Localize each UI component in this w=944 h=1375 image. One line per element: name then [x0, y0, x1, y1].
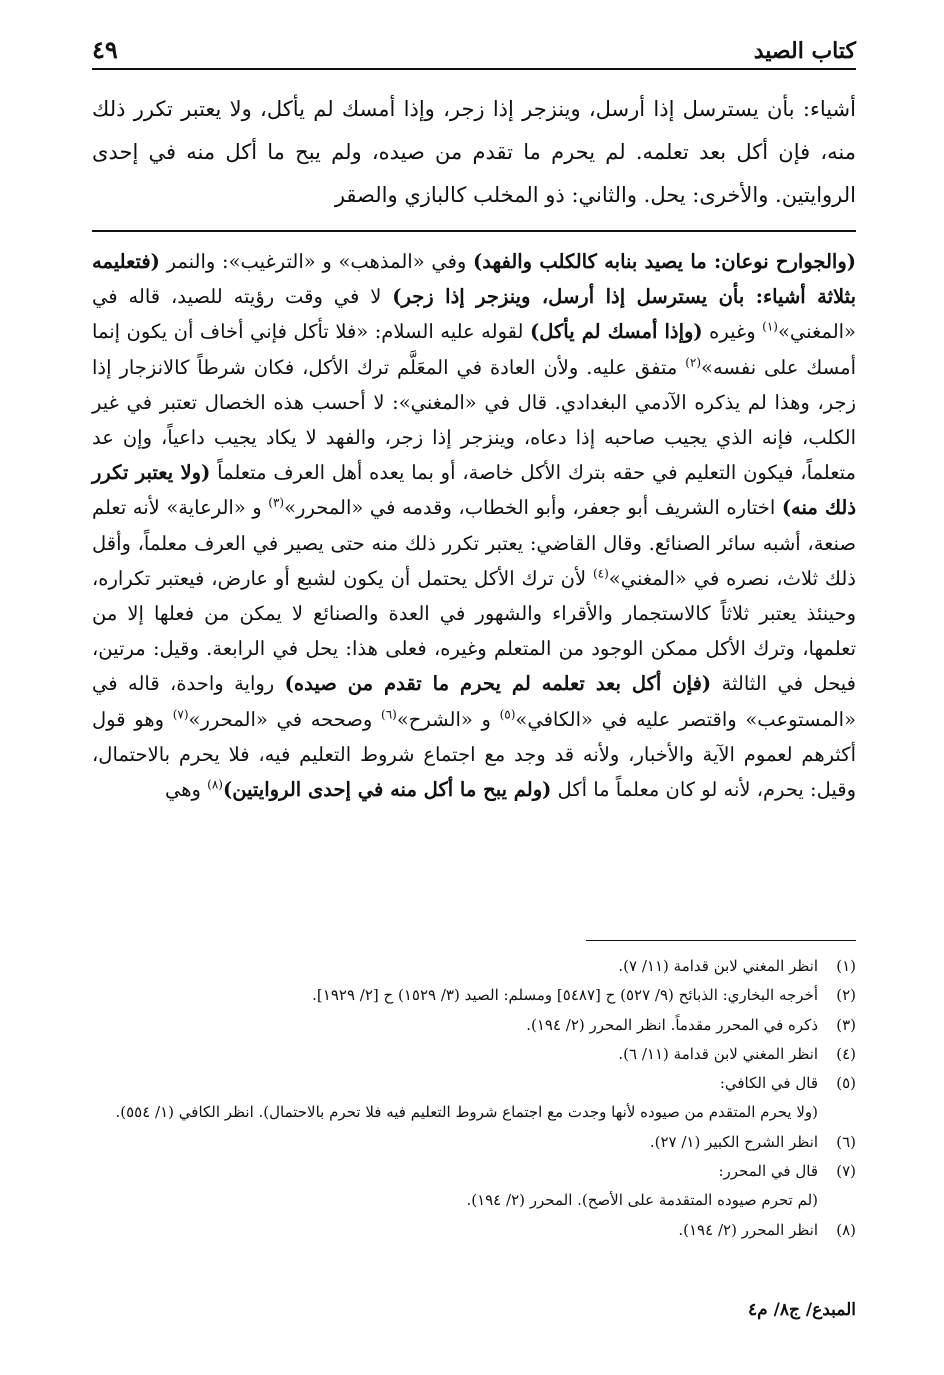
footnote-ref: (١) [762, 319, 778, 334]
commentary-text: رواية واحدة، قاله في «المستوعب» واقتصر عليه في «الكافي» [92, 672, 856, 731]
commentary-text: اختاره الشريف أبو جعفر، وأبو الخطاب، وقدمه في «المحرر» [284, 496, 782, 520]
footnote-number: (٥) [836, 1074, 856, 1093]
bold-quote: (وإذا أمسك لم يأكل) [529, 320, 703, 344]
footnote-item [92, 1040, 856, 1069]
bold-quote: (والجوارح نوعان: ما يصيد بنابه كالكلب والفهد) [473, 250, 856, 273]
main-text [92, 88, 856, 217]
footnote-ref: (٥) [499, 707, 516, 722]
footnote-text: انظر المحرر (٢/ ١٩٤). [678, 1220, 818, 1239]
commentary-text: متفق عليه. ولأن العادة في المعَلَّم ترك الأكل، فكان شرطاً كالانزجار إذا زجر، وهذا لم يذكره الآدمي البغدادي. قال في «المغني»: لا أحسب هذه الخصال تعتبر في غير الكلب، فإنه الذي يجيب صاحبه إذا دعاه، وينزجر إذا زجر، والفهد لا يكاد يجيب داعياً، وإن عد متعلماً، فيكون التعليم في حقه بترك الأكل خاصة، أو بما يعده أهل العرف متعلماً [92, 355, 856, 485]
footnote-number: (١) [836, 957, 856, 975]
bold-quote: (ولا يعتبر تكرر ذلك منه) [92, 461, 857, 520]
commentary-text: لقوله عليه السلام: «فلا تأكل فإني أخاف أن يكون إنما أمسك على نفسه» [92, 320, 857, 379]
footnote-ref: (٤) [592, 566, 609, 581]
footnote-item [92, 1128, 856, 1157]
commentary-text: وصححه في «المحرر» [188, 707, 382, 731]
footnote-item [92, 981, 856, 1010]
commentary-text: و «الرعاية» لأنه تعلم صنعة، أشبه سائر الصنائع. وقال القاضي: يعتبر تكرر ذلك منه حتى يصير في العرف معلماً، وأقل ذلك ثلاث، نصره في «المغني» [92, 496, 856, 590]
footnote-quote: (ولا يحرم المتقدم من صيوده لأنها وجدت مع اجتماع شروط التعليم فيه فلا تحرم بالاحتمال). انظر الكافي (١/ ٥٥٤). [115, 1103, 818, 1122]
section-divider [92, 230, 856, 232]
footnote-ref: (٣) [268, 495, 285, 510]
commentary-text: وهي [164, 778, 208, 802]
footnote-text: أخرجه البخاري: الذبائح (٩/ ٥٢٧) ح [٥٤٨٧] ومسلم: الصيد (٣/ ١٥٢٩) ح [٢/ ١٩٢٩]. [312, 986, 818, 1005]
commentary-text: لأن ترك الأكل يحتمل أن يكون لشبع أو عارض، فيعتبر تكراره، وحينئذ يعتبر ثلاثاً كالاستجمار والأقراء والشهور في العدة والصنائع لا يمكن من فعلها إلا من تعلمها، وترك الأكل ممكن الوجود من المتعلم وغيره، فعلى هذا: يحل في الرابعة. وقيل: مرتين، فيحل في الثالثة [92, 566, 856, 696]
page-number: ٤٩ [92, 35, 118, 64]
footnote-number: (٤) [836, 1044, 856, 1063]
footnote-text: قال في الكافي: [719, 1074, 818, 1093]
page-header [92, 28, 856, 70]
footnote-item [92, 1069, 856, 1098]
footnote-number: (٦) [836, 1132, 856, 1151]
footnote-number: (٣) [836, 1015, 856, 1034]
commentary-text: و «الشرح» [396, 707, 500, 731]
footnote-item [92, 1157, 856, 1186]
chapter-title: كتاب الصيد [753, 38, 856, 64]
commentary-paragraph [92, 244, 856, 807]
footnote-number: (٨) [836, 1220, 856, 1239]
footnote-text: انظر المغني لابن قدامة (١١/ ٧). [618, 957, 818, 975]
footnote-number: (٢) [836, 986, 856, 1005]
commentary-text: وهو قول أكثرهم لعموم الآية والأخبار، ولأنه قد وجد مع اجتماع شروط التعليم فيه، فلا يحرم بالاحتمال، وقيل: يحرم، لأنه لو كان معلماً ما أكل [92, 707, 856, 802]
commentary-text: وغيره [702, 320, 763, 344]
commentary-text: لا في وقت رؤيته للصيد، قاله في «المغني» [92, 285, 856, 344]
footnote-item [92, 1216, 856, 1245]
footnote-text: انظر الشرح الكبير (١/ ٢٧). [649, 1132, 818, 1151]
footnote-text: ذكره في المحرر مقدماً. انظر المحرر (٢/ ١٩٤). [526, 1015, 818, 1034]
commentary-text: وفي «المذهب» و «الترغيب»: والنمر [159, 250, 473, 273]
bold-quote: (فتعليمه بثلاثة أشياء: بأن يسترسل إذا أرسل، وينزجر إذا زجر) [92, 250, 856, 309]
footnote-text: قال في المحرر: [718, 1162, 818, 1181]
footnote-item [92, 952, 856, 981]
footnote-item [92, 1011, 856, 1040]
footnote-ref: (٦) [381, 707, 397, 722]
main-paragraph: أشياء: بأن يسترسل إذا أرسل، وينزجر إذا زجر، وإذا أمسك لم يأكل، ولا يعتبر تكرر ذلك منه، فإن أكل بعد تعلمه. لم يحرم ما تقدم من صيده، ولم يبح ما أكل منه في إحدى الروايتين. والأخرى: يحل. والثاني: ذو المخلب كالبازي والصقر [92, 97, 856, 207]
footnote-quote: (لم تحرم صيوده المتقدمة على الأصح). المحرر (٢/ ١٩٤). [466, 1191, 818, 1210]
footnote-number: (٧) [836, 1162, 856, 1181]
bold-quote: (ولم يبح ما أكل منه في إحدى الروايتين) [222, 778, 552, 802]
printer-signature: المبدع/ ج٨/ م٤ [748, 1300, 856, 1320]
footnotes [92, 952, 856, 1245]
footnote-divider [586, 940, 856, 941]
commentary [92, 244, 856, 807]
footnote-text: انظر المغني لابن قدامة (١١/ ٦). [618, 1044, 818, 1063]
bold-quote: (فإن أكل بعد تعلمه لم يحرم ما تقدم من صيده) [284, 672, 712, 696]
footnote-ref: (٨) [207, 777, 223, 792]
footnote-ref: (٢) [685, 355, 702, 370]
footnote-ref: (٧) [172, 707, 189, 722]
